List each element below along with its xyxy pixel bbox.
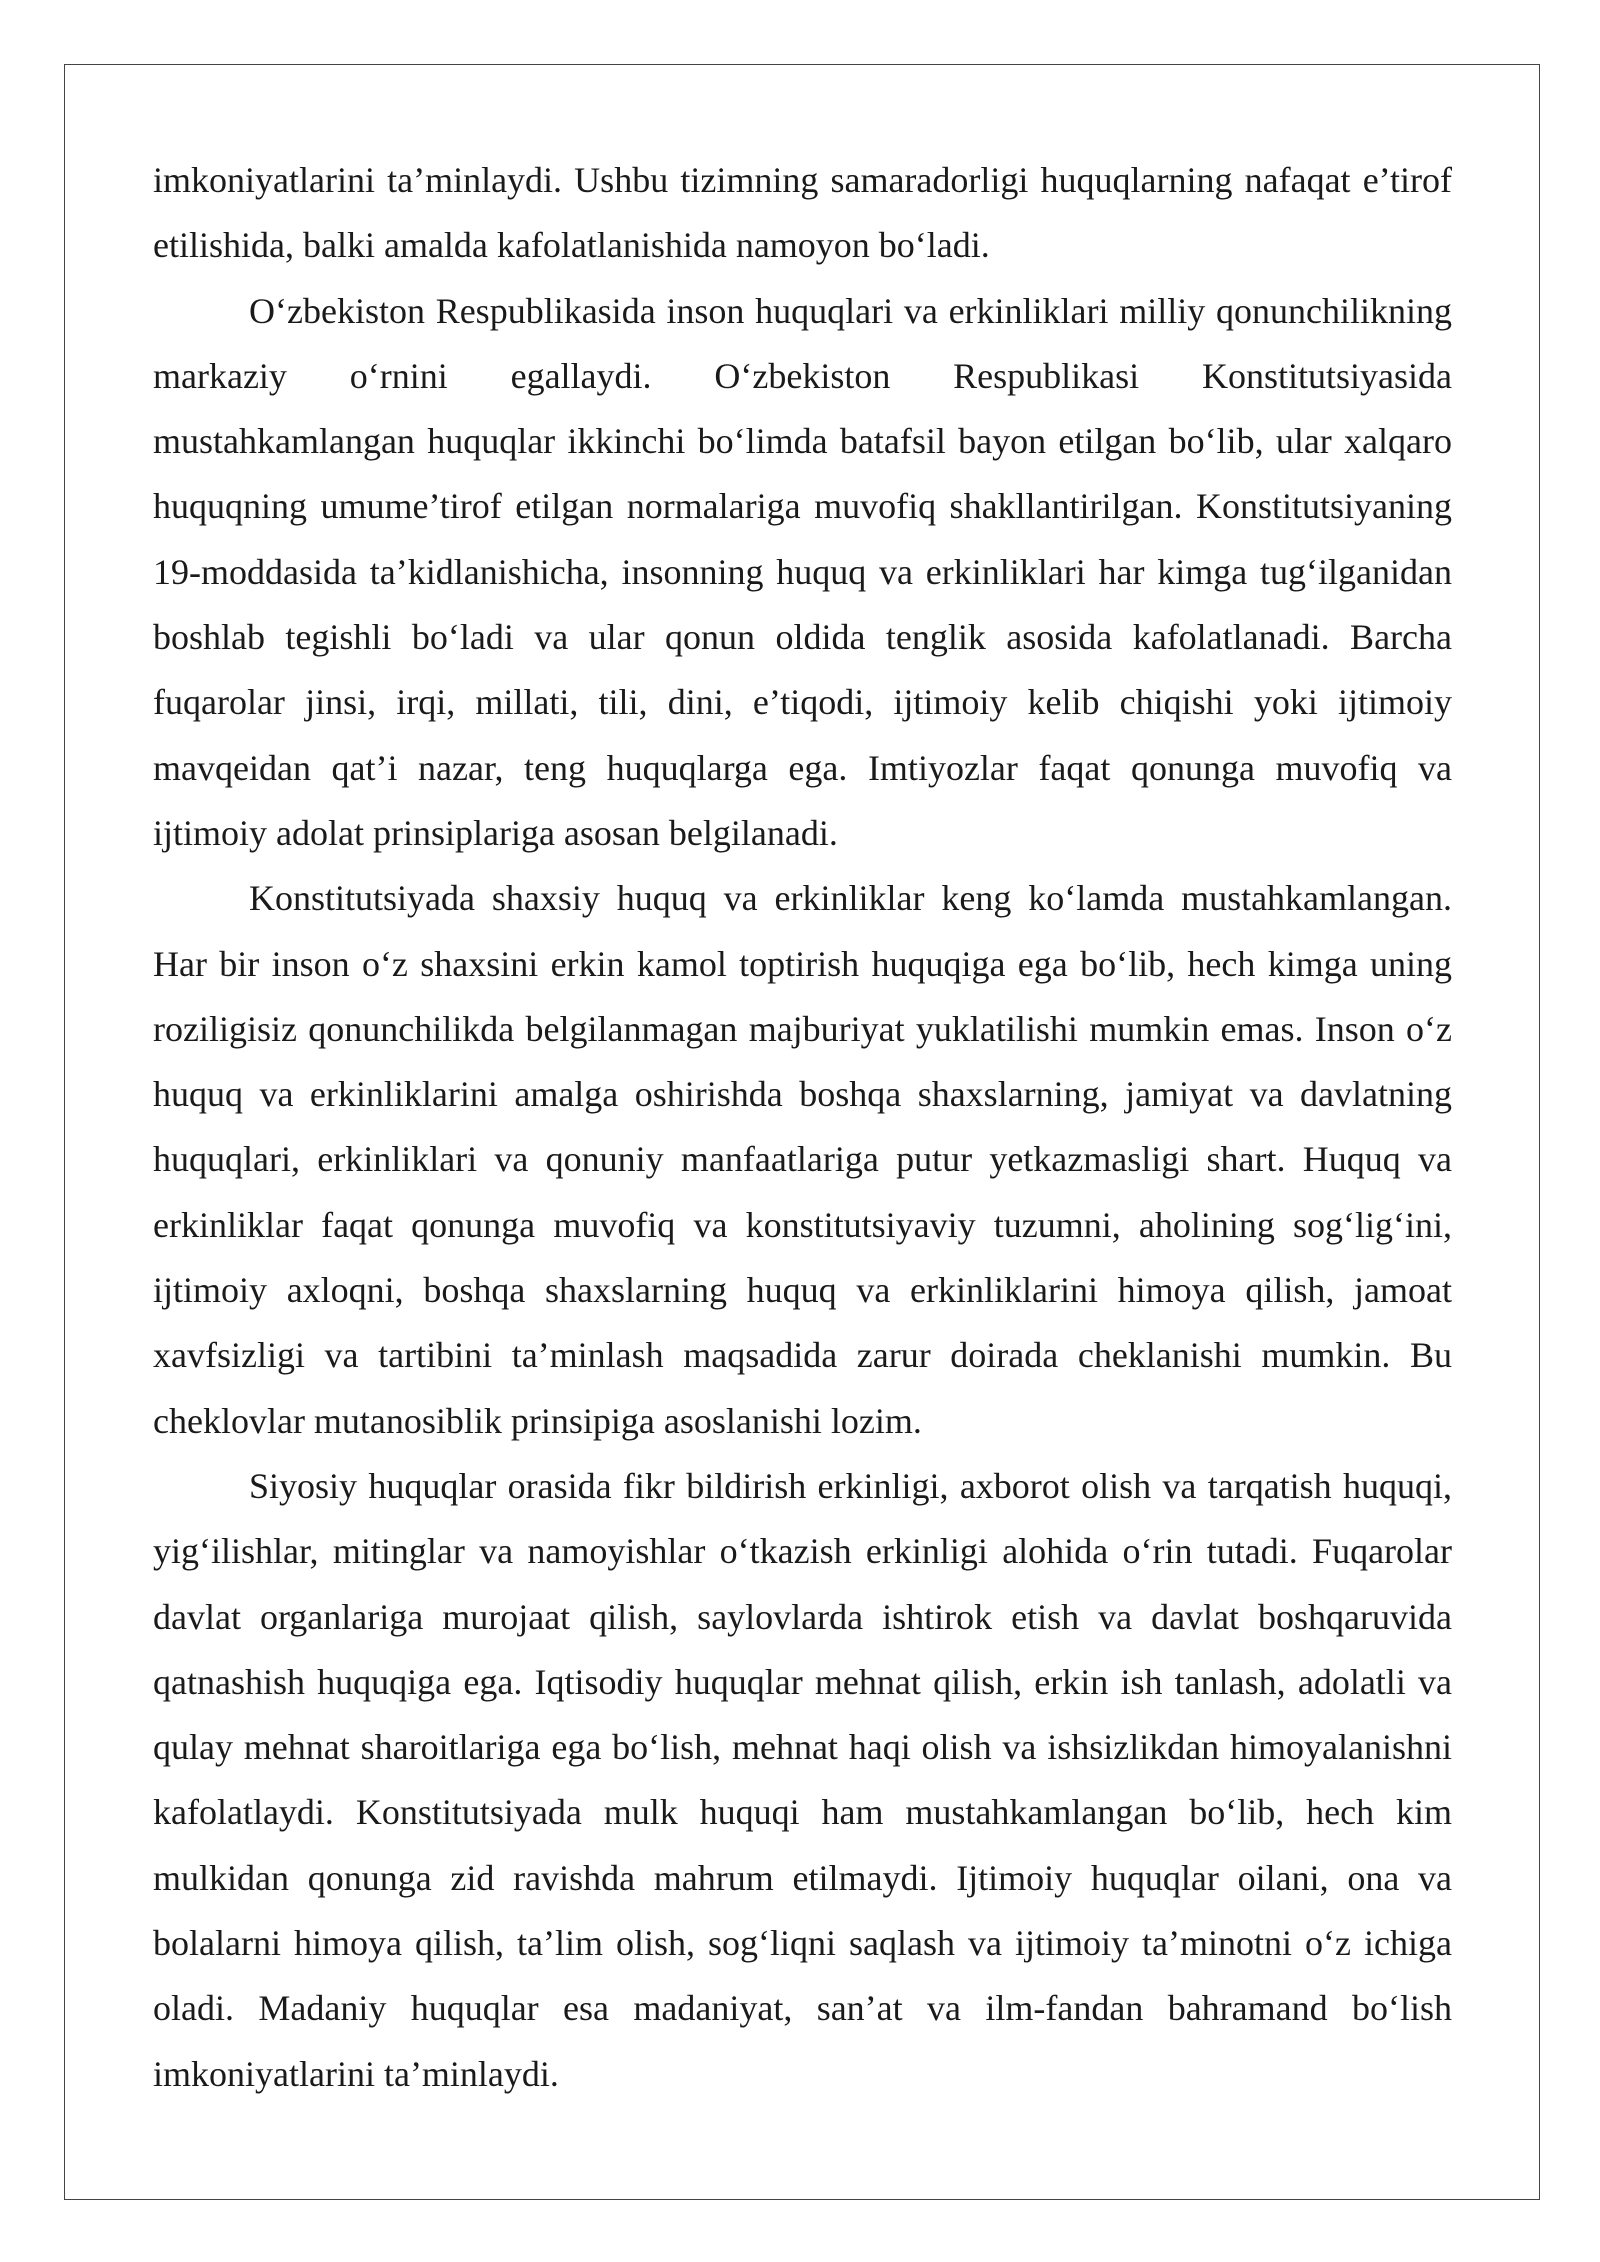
paragraph-2: O‘zbekiston Respublikasida inson huquqlari va erkinliklari milliy qonunchilikning markaziy o‘rnini egallaydi. O‘zbekiston Respublikasi Konstitutsiyasida mustahkamlangan huquqlar ikkinchi bo‘limda batafsil bayon etilgan bo‘lib, ular xalqaro huquqning umume’tirof etilgan normalariga muvofiq shakllantirilgan. Konstitutsiyaning 19-moddasida ta’kidlanishicha, insonning huquq va erkinliklari har kimga tug‘ilganidan boshlab tegishli bo‘ladi va ular qonun oldida tenglik asosida kafolatlanadi. Barcha fuqarolar jinsi, irqi, millati, tili, dini, e’tiqodi, ijtimoiy kelib chiqishi yoki ijtimoiy mavqeidan qat’i nazar, teng huquqlarga ega. Imtiyozlar faqat qonunga muvofiq va ijtimoiy adolat prinsiplariga asosan belgilanadi. <box>153 290 1452 853</box>
paragraph-4: Siyosiy huquqlar orasida fikr bildirish erkinligi, axborot olish va tarqatish huquqi, yig‘ilishlar, mitinglar va namoyishlar o‘tkazish erkinligi alohida o‘rin tutadi. Fuqarolar davlat organlariga murojaat qilish, saylovlarda ishtirok etish va davlat boshqaruvida qatnashish huquqiga ega. Iqtisodiy huquqlar mehnat qilish, erkin ish tanlash, adolatli va qulay mehnat sharoitlariga ega bo‘lish, mehnat haqi olish va ishsizlikdan himoyalanishni kafolatlaydi. Konstitutsiyada mulk huquqi ham mustahkamlangan bo‘lib, hech kim mulkidan qonunga zid ravishda mahrum etilmaydi. Ijtimoiy huquqlar oilani, ona va bolalarni himoya qilish, ta’lim olish, sog‘liqni saqlash va ijtimoiy ta’minotni o‘z ichiga oladi. Madaniy huquqlar esa madaniyat, san’at va ilm-fandan bahramand bo‘lish imkoniyatlarini ta’minlaydi. <box>153 1465 1452 2094</box>
document-body <box>153 148 1452 2107</box>
paragraph-1: imkoniyatlarini ta’minlaydi. Ushbu tizimning samaradorligi huquqlarning nafaqat e’tirof etilishida, balki amalda kafolatlanishida namoyon bo‘ladi. <box>153 160 1452 266</box>
paragraph-3: Konstitutsiyada shaxsiy huquq va erkinliklar keng ko‘lamda mustahkamlangan. Har bir inson o‘z shaxsini erkin kamol toptirish huquqiga ega bo‘lib, hech kimga uning roziligisiz qonunchilikda belgilanmagan majburiyat yuklatilishi mumkin emas. Inson o‘z huquq va erkinliklarini amalga oshirishda boshqa shaxslarning, jamiyat va davlatning huquqlari, erkinliklari va qonuniy manfaatlariga putur yetkazmasligi shart. Huquq va erkinliklar faqat qonunga muvofiq va konstitutsiyaviy tuzumni, aholining sog‘lig‘ini, ijtimoiy axloqni, boshqa shaxslarning huquq va erkinliklarini himoya qilish, jamoat xavfsizligi va tartibini ta’minlash maqsadida zarur doirada cheklanishi mumkin. Bu cheklovlar mutanosiblik prinsipiga asoslanishi lozim. <box>153 878 1452 1441</box>
